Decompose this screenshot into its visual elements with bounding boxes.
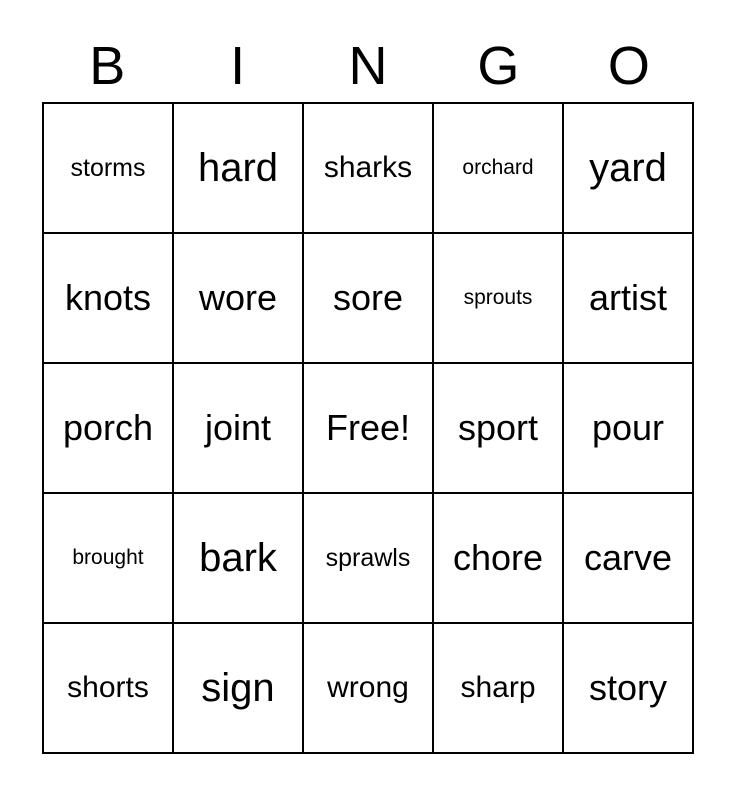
- bingo-cell[interactable]: [174, 364, 304, 494]
- bingo-cell[interactable]: [174, 494, 304, 624]
- bingo-cell[interactable]: [434, 104, 564, 234]
- bingo-cell[interactable]: [174, 234, 304, 364]
- bingo-row: [44, 234, 694, 364]
- bingo-cell[interactable]: [44, 494, 174, 624]
- bingo-cell-label: artist: [588, 277, 667, 319]
- bingo-cell-label: pour: [591, 407, 665, 449]
- bingo-cell[interactable]: [564, 494, 694, 624]
- bingo-cell[interactable]: [44, 104, 174, 234]
- bingo-cell-label: knots: [64, 277, 152, 319]
- bingo-cell-label: porch: [62, 407, 154, 449]
- bingo-cell[interactable]: [434, 364, 564, 494]
- bingo-cell[interactable]: [304, 104, 434, 234]
- bingo-cell-label: sharks: [323, 151, 413, 185]
- bingo-cell[interactable]: [564, 104, 694, 234]
- bingo-cell-label: orchard: [462, 155, 534, 179]
- bingo-cell-label: chore: [452, 537, 544, 579]
- bingo-cell[interactable]: [304, 624, 434, 754]
- bingo-grid: [42, 102, 694, 754]
- bingo-cell-label: yard: [589, 146, 667, 190]
- bingo-cell-label: sprouts: [463, 285, 533, 309]
- bingo-cell[interactable]: [44, 624, 174, 754]
- bingo-cell[interactable]: [564, 364, 694, 494]
- bingo-cell-label: sharp: [460, 671, 536, 705]
- header-letter-o: O: [607, 36, 650, 96]
- bingo-cell[interactable]: [434, 234, 564, 364]
- bingo-header: [42, 30, 694, 102]
- header-letter-b: B: [89, 36, 126, 96]
- header-letter-g: G: [477, 36, 520, 96]
- bingo-cell[interactable]: [434, 494, 564, 624]
- bingo-cell[interactable]: [304, 494, 434, 624]
- bingo-row: [44, 494, 694, 624]
- bingo-cell-label: carve: [583, 537, 673, 579]
- bingo-row: [44, 364, 694, 494]
- bingo-cell[interactable]: [44, 364, 174, 494]
- bingo-cell-label: sprawls: [325, 543, 411, 572]
- bingo-cell-free[interactable]: [304, 364, 434, 494]
- bingo-card: [42, 30, 694, 754]
- bingo-cell[interactable]: [44, 234, 174, 364]
- bingo-cell-label: brought: [72, 545, 144, 569]
- bingo-cell-label: sign: [201, 666, 275, 710]
- bingo-cell-label: wrong: [327, 671, 409, 705]
- bingo-cell-label: joint: [204, 407, 272, 449]
- header-letter-n: N: [348, 36, 388, 96]
- bingo-cell[interactable]: [434, 624, 564, 754]
- bingo-cell-label: sore: [332, 277, 404, 319]
- bingo-cell-label: bark: [199, 536, 277, 580]
- bingo-cell[interactable]: [174, 624, 304, 754]
- bingo-cell-label: Free!: [325, 407, 411, 449]
- bingo-cell[interactable]: [304, 234, 434, 364]
- header-letter-i: I: [230, 36, 246, 96]
- bingo-cell-label: storms: [70, 153, 146, 182]
- bingo-cell-label: wore: [198, 277, 278, 319]
- bingo-row: [44, 624, 694, 754]
- bingo-cell[interactable]: [564, 624, 694, 754]
- bingo-cell-label: shorts: [67, 671, 149, 705]
- bingo-row: [44, 104, 694, 234]
- bingo-cell[interactable]: [564, 234, 694, 364]
- bingo-cell[interactable]: [174, 104, 304, 234]
- bingo-cell-label: story: [588, 667, 667, 709]
- bingo-cell-label: sport: [457, 407, 539, 449]
- bingo-cell-label: hard: [197, 146, 279, 190]
